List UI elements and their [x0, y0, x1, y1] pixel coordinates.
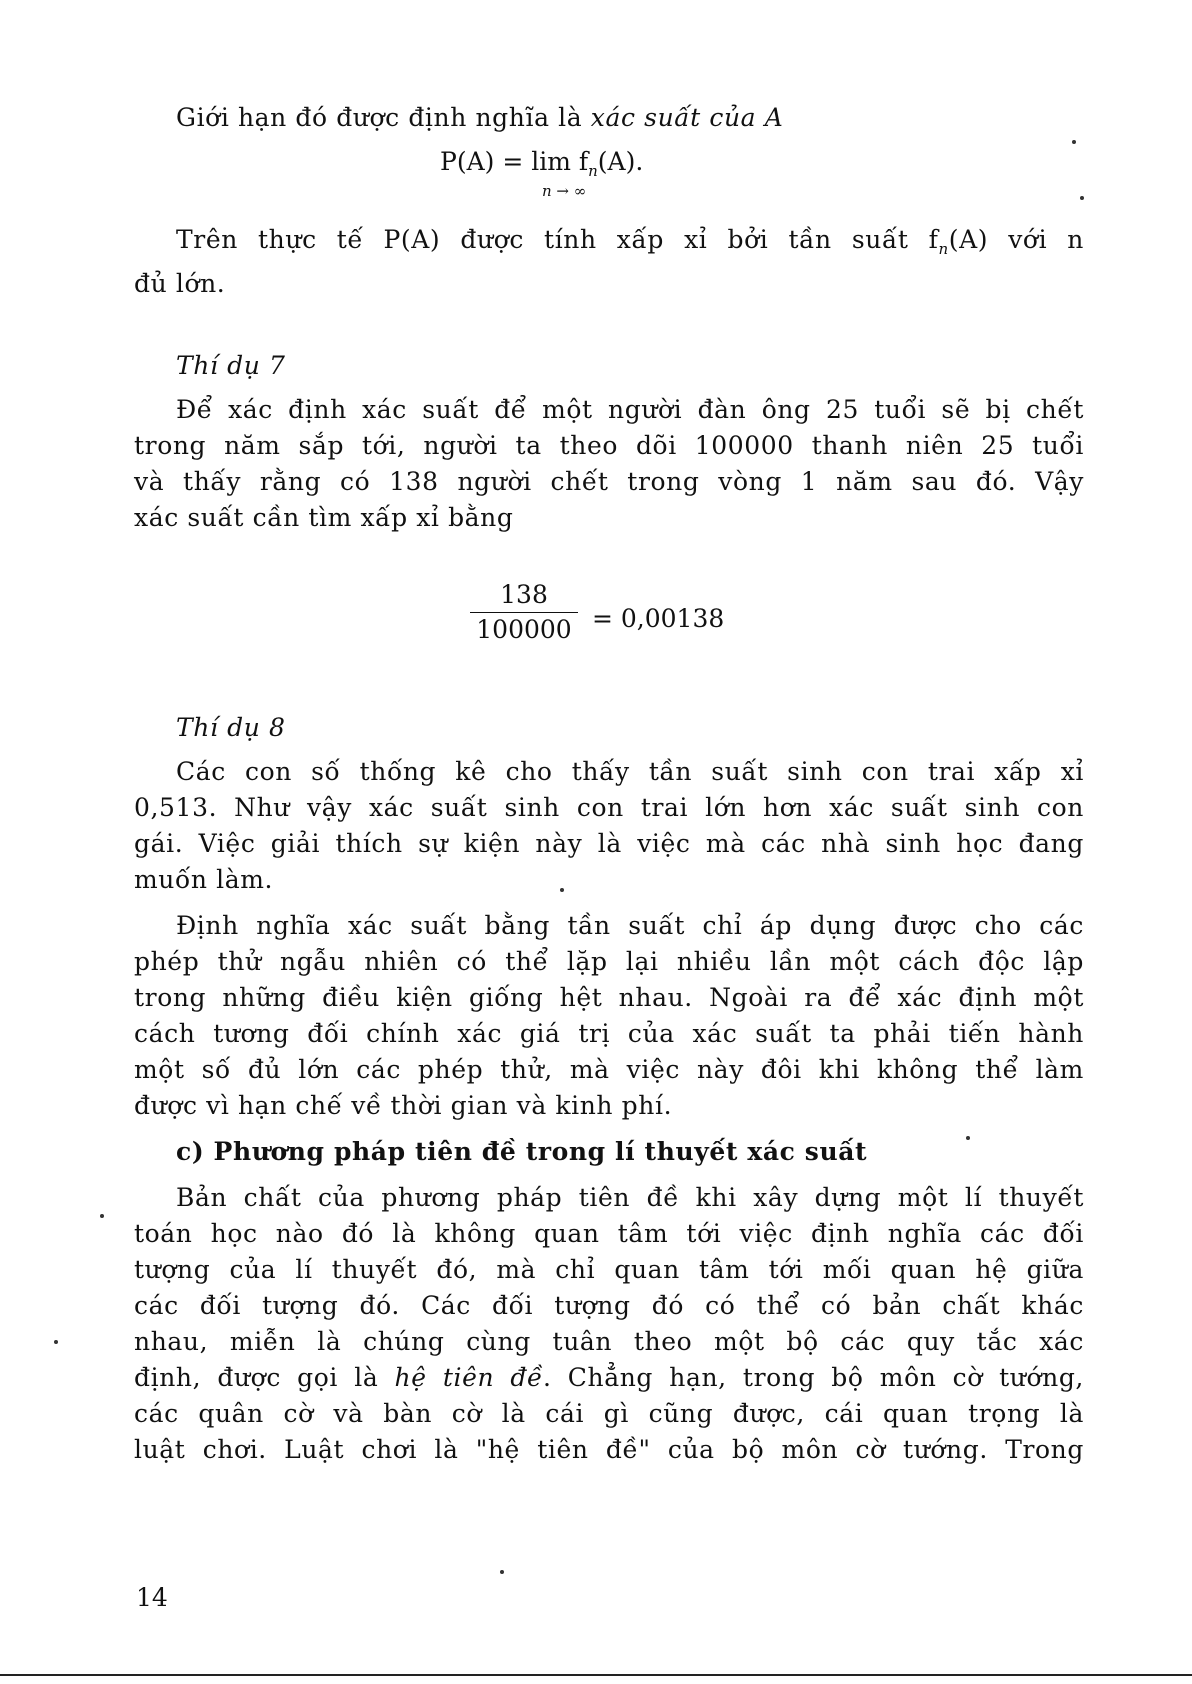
- scan-speck: [100, 1214, 104, 1218]
- axiom-line: định, được gọi là hệ tiên đề. Chẳng hạn, trong bộ môn cờ tướng,: [134, 1363, 1084, 1392]
- axiom-line: các đối tượng đó. Các đối tượng đó có thể có bản chất khác: [134, 1291, 1084, 1320]
- example-7-heading: Thí dụ 7: [176, 351, 286, 380]
- limit-formula: $P(A) = \lim f_n(A)$.: [440, 147, 644, 180]
- example-8-line: Các con số thống kê cho thấy tần suất sinh con trai xấp xỉ: [176, 757, 1084, 786]
- definition-line: Định nghĩa xác suất bằng tần suất chỉ áp dụng được cho các: [176, 911, 1084, 940]
- example-7-line: và thấy rằng có 138 người chết trong vòng 1 năm sau đó. Vậy: [134, 467, 1084, 496]
- example-8-line: 0,513. Như vậy xác suất sinh con trai lớn hơn xác suất sinh con: [134, 793, 1084, 822]
- limit-subscript: n → ∞: [542, 182, 587, 200]
- scan-speck: [1072, 140, 1076, 144]
- scan-speck: [560, 888, 564, 892]
- definition-line: phép thử ngẫu nhiên có thể lặp lại nhiều lần một cách độc lập: [134, 947, 1084, 976]
- axiom-line: luật chơi. Luật chơi là "hệ tiên đề" của bộ môn cờ tướng. Trong: [134, 1435, 1084, 1464]
- scan-speck: [54, 1340, 58, 1344]
- definition-line: được vì hạn chế về thời gian và kinh phí.: [134, 1091, 673, 1120]
- axiom-line: các quân cờ và bàn cờ là cái gì cũng được, cái quan trọng là: [134, 1399, 1084, 1428]
- fraction-numerator: 138: [500, 580, 548, 609]
- frequency-line-end: đủ lớn.: [134, 269, 226, 298]
- term-axiom-system: hệ tiên đề: [394, 1363, 544, 1392]
- scan-speck: [500, 1570, 504, 1574]
- fraction: [468, 578, 580, 647]
- page-bottom-rule: [0, 1674, 1192, 1676]
- axiom-line: tượng của lí thuyết đó, mà chỉ quan tâm tới mối quan hệ giữa: [134, 1255, 1084, 1284]
- axiom-line: nhau, miễn là chúng cùng tuân theo một bộ các quy tắc xác: [134, 1327, 1084, 1356]
- example-8-heading: Thí dụ 8: [176, 713, 286, 742]
- example-7-line: trong năm sắp tới, người ta theo dõi 100000 thanh niên 25 tuổi: [134, 431, 1084, 460]
- axiom-line: Bản chất của phương pháp tiên đề khi xây dựng một lí thuyết: [176, 1183, 1084, 1212]
- section-heading: c) Phương pháp tiên đề trong lí thuyết xác suất: [176, 1137, 868, 1166]
- example-8-line: muốn làm.: [134, 865, 274, 894]
- definition-line: trong những điều kiện giống hệt nhau. Ngoài ra để xác định một: [134, 983, 1084, 1012]
- definition-line: cách tương đối chính xác giá trị của xác suất ta phải tiến hành: [134, 1019, 1084, 1048]
- page-number: 14: [136, 1583, 168, 1612]
- frequency-line: Trên thực tế P(A) được tính xấp xỉ bởi tần suất $f_n(A)$ với n: [176, 225, 1084, 258]
- scan-speck: [1080, 196, 1084, 200]
- definition-line: một số đủ lớn các phép thử, mà việc này đôi khi không thể làm: [134, 1055, 1084, 1084]
- fraction-denominator: 100000: [476, 615, 572, 644]
- example-8-line: gái. Việc giải thích sự kiện này là việc mà các nhà sinh học đang: [134, 829, 1084, 858]
- axiom-line: toán học nào đó là không quan tâm tới việc định nghĩa các đối: [134, 1219, 1084, 1248]
- scan-speck: [966, 1136, 970, 1140]
- limit-intro-line: Giới hạn đó được định nghĩa là xác suất của A: [176, 103, 784, 132]
- example-7-line: Để xác định xác suất để một người đàn ông 25 tuổi sẽ bị chết: [176, 395, 1084, 424]
- term-probability: xác suất của A: [590, 103, 784, 132]
- fraction-result: = 0,00138: [592, 604, 725, 633]
- example-7-line: xác suất cần tìm xấp xỉ bằng: [134, 503, 514, 532]
